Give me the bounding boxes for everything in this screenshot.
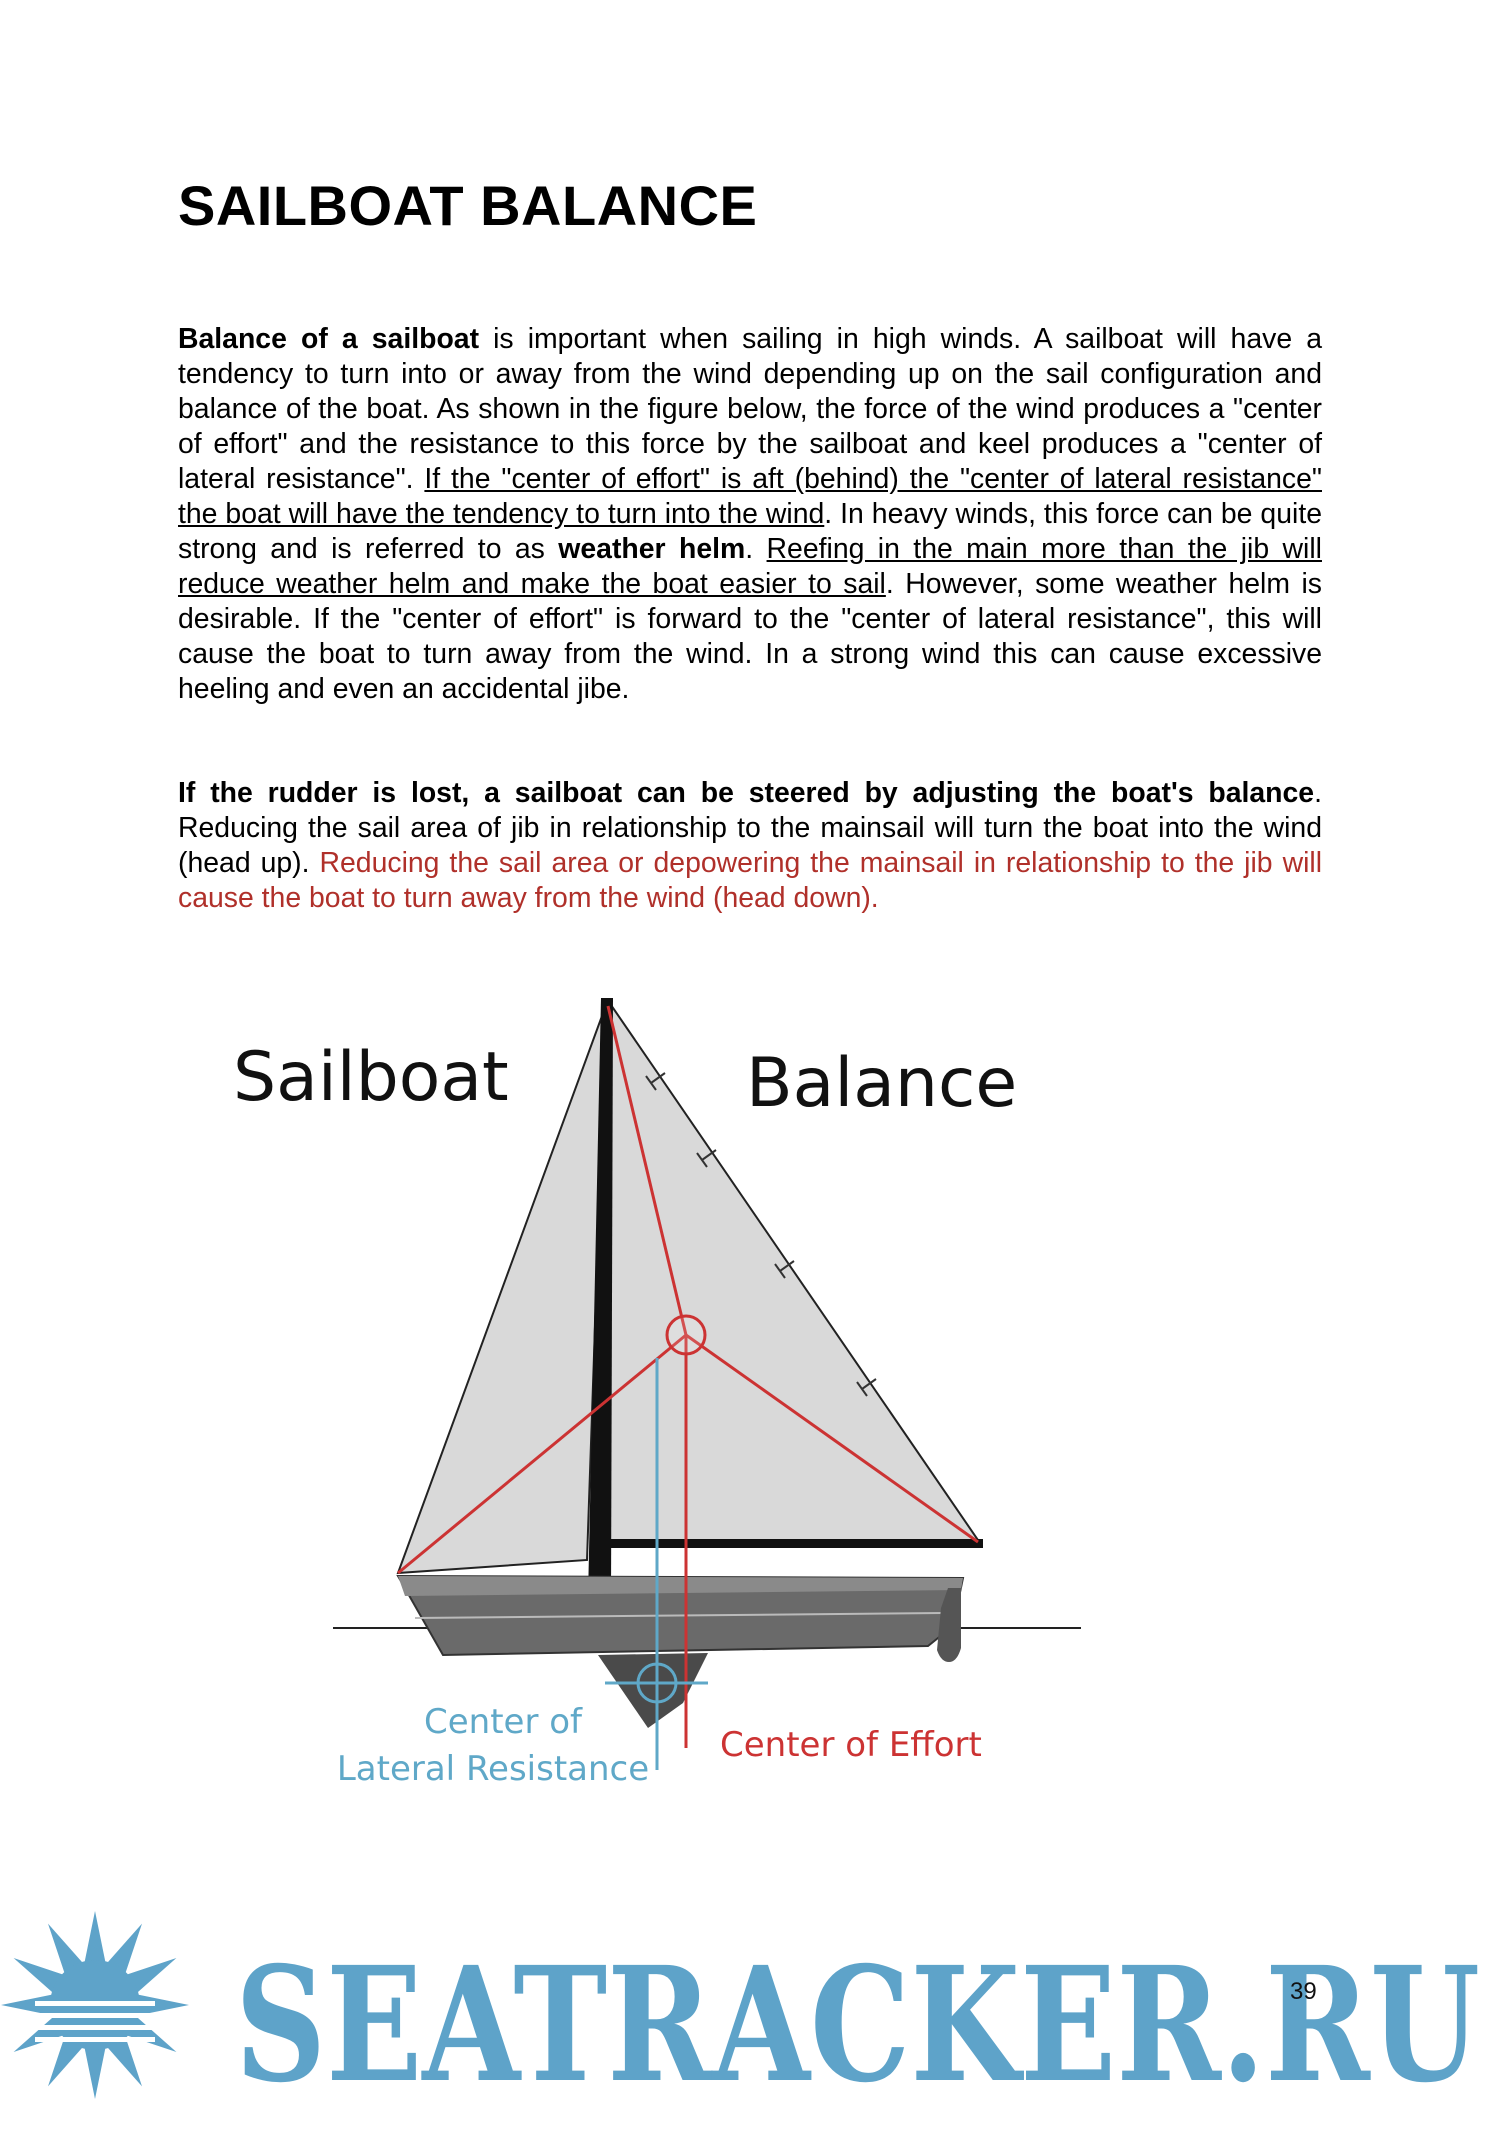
text-segment: . Reducing the sail area of jib in relationship to the mainsail will turn the boat into the wind (head up).: [178, 777, 1322, 879]
red-head-down-statement: Reducing the sail area or depowering the mainsail in relationship to the jib will cause the boat to turn away from the wind (head down).: [178, 847, 1322, 914]
figure-title-right: Balance: [746, 1044, 1018, 1123]
seatracker-watermark: [0, 1895, 1504, 2132]
watermark-text: SEATRACKER.RU: [235, 1933, 1480, 2118]
figure-title-left: Sailboat: [233, 1038, 509, 1117]
text-segment: .: [745, 533, 767, 565]
clr-label-line2: Lateral Resistance: [336, 1749, 650, 1789]
bold-lead-rudder: If the rudder is lost, a sailboat can be steered by adjusting the boat's balance: [178, 777, 1315, 809]
page-number: 39: [1290, 1978, 1317, 2005]
bold-lead-balance: Balance of a sailboat: [178, 323, 480, 355]
watermark-graphic: [0, 1895, 1504, 2132]
ce-label: Center of Effort: [720, 1725, 982, 1765]
page-title: SAILBOAT BALANCE: [178, 174, 758, 237]
sun-stripe: [35, 2001, 155, 2006]
underlined-aft-statement: If the "center of effort" is aft (behind) the "center of lateral resistance" the boat will have the tendency to turn into the wind: [178, 463, 1322, 530]
sun-stripe: [35, 2037, 155, 2042]
text-segment: . However, some weather helm is desirable. If the "center of effort" is forward to the "center of lateral resistance", this will cause the boat to turn away from the wind. In a strong wind this can cause excessive heeling and even an accidental jibe.: [178, 568, 1322, 705]
paragraph-rudder-lost: [178, 776, 1322, 916]
text-segment: is important when sailing in high winds. A sailboat will have a tendency to turn into or away from the wind depending up on the sail configuration and balance of the boat. As shown in the figure below, the force of the wind produces a "center of effort" and the resistance to this force by the sailboat and keel produces a "center of lateral resistance".: [178, 323, 1322, 495]
sun-logo-icon: [1, 1911, 189, 2099]
bold-term-weather-helm: weather helm: [558, 533, 746, 565]
sun-ray: [84, 2045, 106, 2099]
sailboat-diagram: [183, 948, 1083, 1848]
paragraph-balance: [178, 322, 1322, 707]
sun-stripe: [35, 2013, 155, 2018]
sun-stripe: [35, 2025, 155, 2030]
center-of-effort-marker: [667, 1316, 705, 1354]
sun-ray: [84, 1911, 106, 1965]
clr-label-line1: Center of: [423, 1702, 583, 1742]
text-segment: . In heavy winds, this force can be quite strong and is referred to as: [178, 498, 1322, 565]
underlined-reefing-statement: Reefing in the main more than the jib will reduce weather helm and make the boat easier to sail: [178, 533, 1322, 600]
sailboat-balance-figure: [183, 948, 1083, 1848]
